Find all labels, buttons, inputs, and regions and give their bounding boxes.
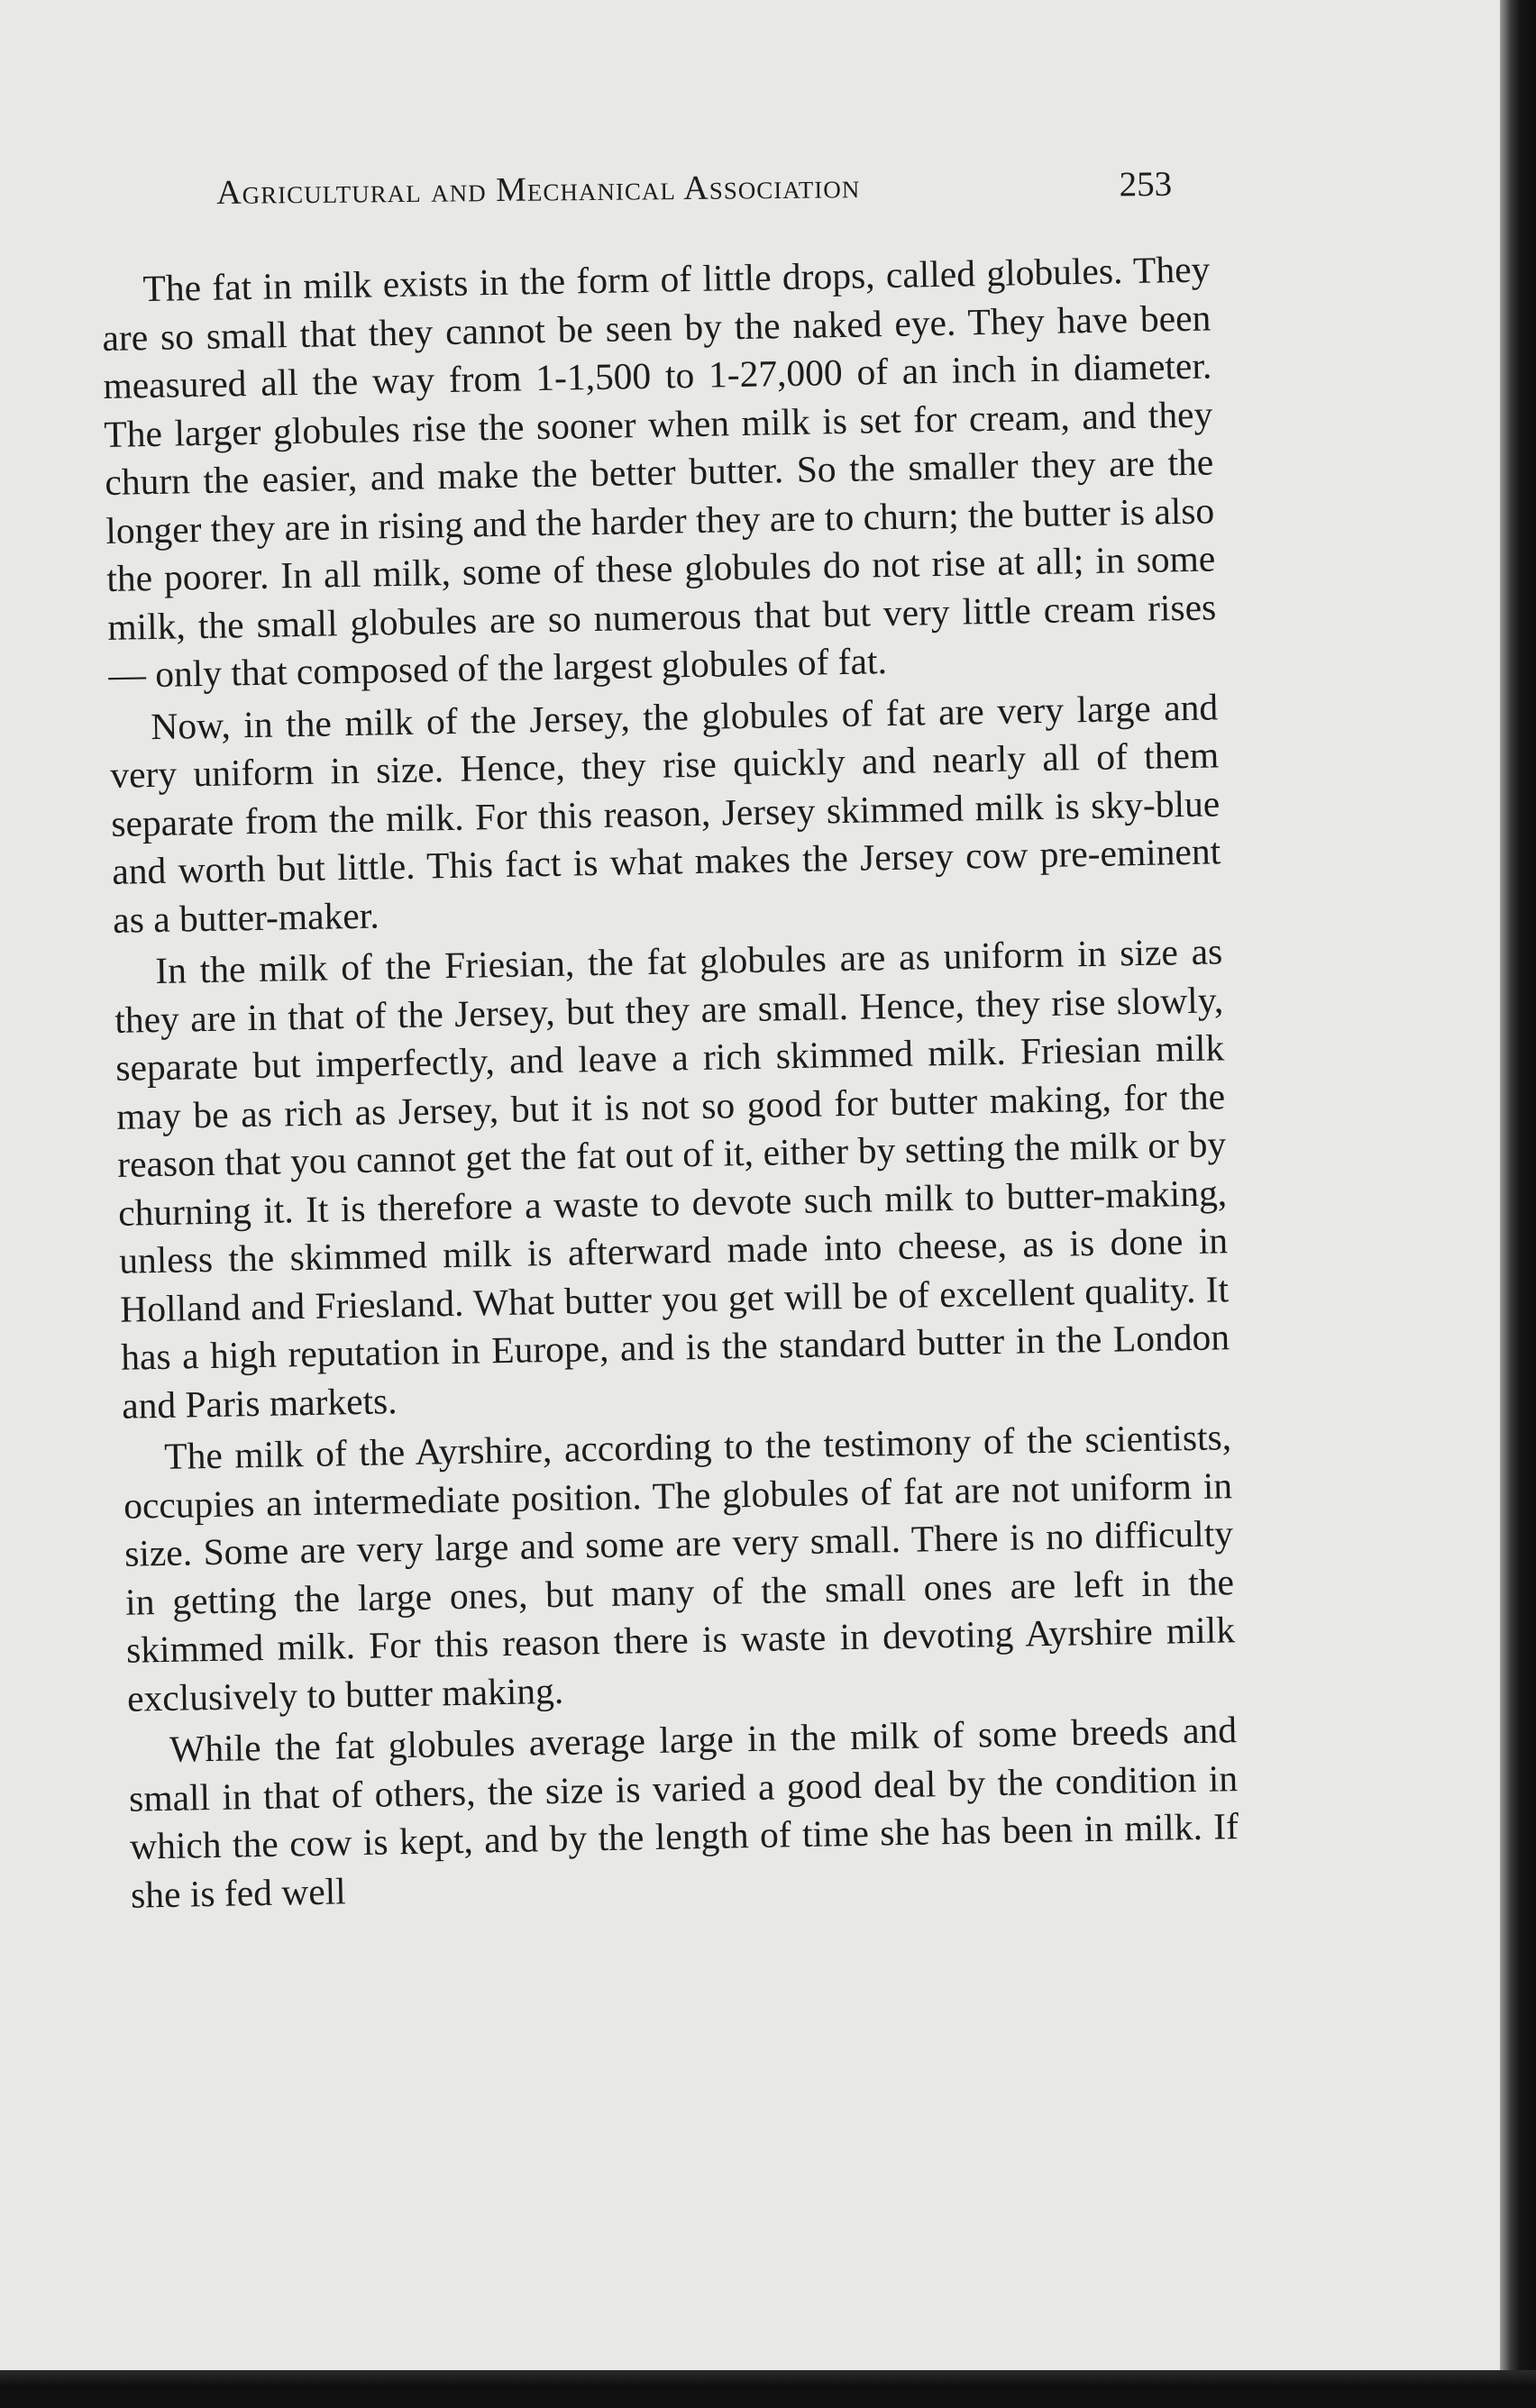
paragraph: The fat in milk exists in the form of little drops, called globules. They are so small that they cannot be seen by the naked eye. They have been measured all the way from 1-1,500 to 1-27,000 of an inch in diameter. The larger globules rise the sooner when milk is set for cream, and they churn the easier, and make the better butter. So the smaller they are the longer they are in rising and the harder they are to churn; the butter is also the poorer. In all milk, some of these globules do not rise at all; in some milk, the small globules are so numerous that but very little cream rises — only that composed of the largest globules of fat. bbox=[102, 248, 1217, 696]
paragraph: Now, in the milk of the Jersey, the globules of fat are very large and very uniform in size. Hence, they rise quickly and nearly all of them separate from the milk. For this reason, Jersey skimmed milk is sky-blue and worth but little. This fact is what makes the Jersey cow pre-eminent as a butter-maker. bbox=[109, 685, 1221, 941]
paragraph: The milk of the Ayrshire, according to the testimony of the scientists, occupies an intermediate position. The globules of fat are not uniform in size. Some are very large and some are very small. There is no difficulty in getting the large ones, but many of the small ones are left in the skimmed milk. For this reason there is waste in devoting Ayrshire milk exclusively to butter making. bbox=[123, 1416, 1236, 1719]
paragraph: While the fat globules average large in the milk of some breeds and small in that of others, the size is varied a good deal by the condition in which the cow is kept, and by the length of time she has been in milk. If she is fed well bbox=[128, 1709, 1239, 1916]
scan-edge-bottom bbox=[0, 2370, 1536, 2408]
body-text bbox=[101, 245, 1239, 1922]
page-header bbox=[216, 164, 1172, 218]
page-number: 253 bbox=[1119, 164, 1173, 205]
paragraph: In the milk of the Friesian, the fat globules are as uniform in size as they are in that of the Jersey, but they are small. Hence, they rise slowly, separate but imperfectly, and leave a rich skimmed milk. Friesian milk may be as rich as Jersey, but it is not so good for butter making, for the reason that you cannot get the fat out of it, either by setting the milk or by churning it. It is therefore a waste to devote such milk to butter-making, unless the skimmed milk is afterward made into cheese, as is done in Holland and Friesland. What butter you get will be of excellent quality. It has a high reputation in Europe, and is the standard butter in the London and Paris markets. bbox=[114, 930, 1230, 1427]
running-title: Agricultural and Mechanical Association bbox=[216, 168, 861, 212]
scan-edge-right bbox=[1500, 0, 1536, 2408]
